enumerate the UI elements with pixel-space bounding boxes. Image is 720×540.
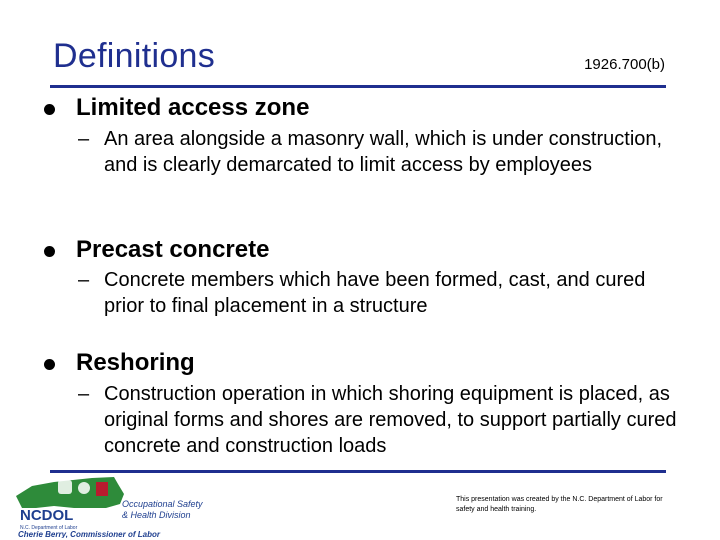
- definition-reshoring: [78, 381, 678, 459]
- term-precast-concrete: [44, 236, 269, 264]
- ncdol-logo: [14, 474, 214, 538]
- term-label: Precast concrete: [76, 236, 270, 263]
- svg-text:N.C. Department of Labor: N.C. Department of Labor: [20, 525, 78, 531]
- bottom-divider: [50, 470, 666, 473]
- svg-text:Cherie Berry, Commissioner of: Cherie Berry, Commissioner of Labor: [18, 530, 160, 538]
- svg-text:Occupational Safety: Occupational Safety: [122, 499, 203, 509]
- term-label: Reshoring: [76, 349, 195, 376]
- dash-icon: –: [78, 383, 90, 405]
- definition-precast-concrete: [78, 267, 678, 319]
- bullet-icon: [44, 246, 55, 257]
- term-reshoring: [44, 349, 195, 377]
- dash-icon: –: [78, 269, 90, 291]
- bullet-icon: [44, 359, 55, 370]
- dash-icon: –: [78, 128, 90, 150]
- definition-text: An area alongside a masonry wall, which is under construction, and is clearly demarcated to limit access by employees: [104, 128, 663, 176]
- svg-text:NCDOL: NCDOL: [20, 507, 74, 524]
- footer-note: This presentation was created by the N.C. Department of Labor for safety and health training.: [456, 496, 663, 513]
- definition-text: Concrete members which have been formed, cast, and cured prior to final placement in a structure: [104, 269, 646, 317]
- definition-text: Construction operation in which shoring equipment is placed, as original forms and shores are removed, to support partially cured concrete and construction loads: [104, 383, 677, 457]
- term-limited-access-zone: [44, 94, 309, 122]
- standard-reference: 1926.700(b): [584, 56, 665, 73]
- term-label: Limited access zone: [76, 94, 310, 121]
- svg-text:& Health Division: & Health Division: [122, 510, 191, 520]
- top-divider: [50, 85, 666, 88]
- definition-limited-access-zone: [78, 126, 678, 178]
- slide-title: Definitions: [53, 37, 216, 75]
- bullet-icon: [44, 104, 55, 115]
